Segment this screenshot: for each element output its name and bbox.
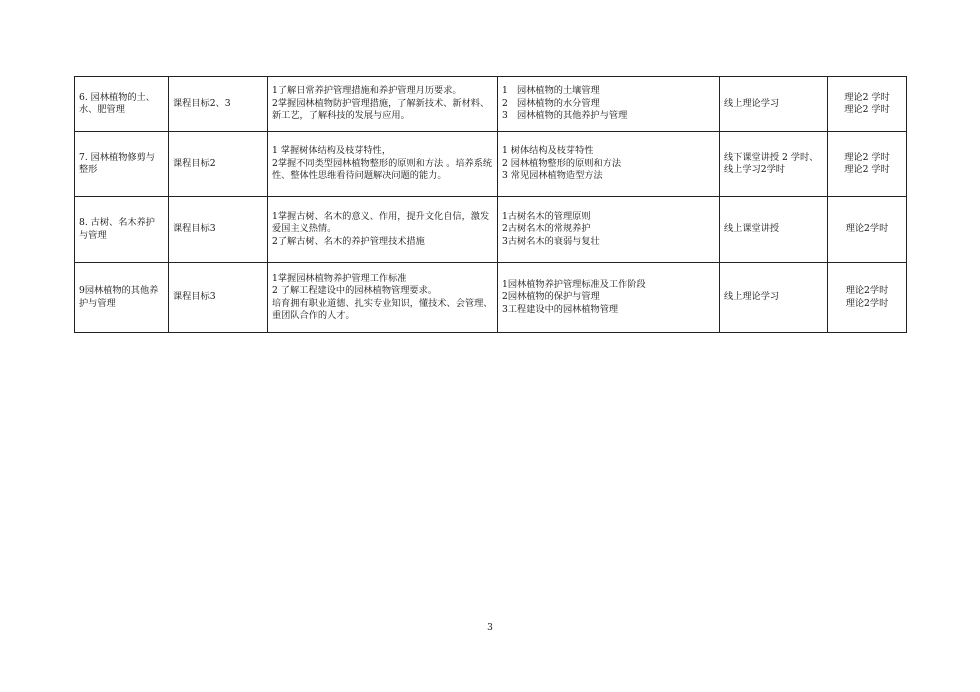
goal-cell: 课程目标3 xyxy=(169,263,268,333)
content-cell xyxy=(498,77,720,132)
requirements-cell xyxy=(268,77,498,132)
method-cell: 线上理论学习 xyxy=(720,263,828,333)
requirement-line: 2掌握园林植物防护管理措施，了解新技术、新材料、新工艺，了解科技的发展与应用。 xyxy=(272,97,490,122)
method-cell: 线上理论学习 xyxy=(720,77,828,132)
content-cell xyxy=(498,263,720,333)
hours-cell xyxy=(828,197,907,263)
requirements-cell xyxy=(268,263,498,333)
hours-line: 理论2 学时 xyxy=(844,151,890,163)
content-line: 3 园林植物的其他养护与管理 xyxy=(502,110,628,122)
topic-cell: 7. 园林植物修剪与整形 xyxy=(75,132,169,197)
requirement-line: 2了解古树、名木的养护管理技术措施 xyxy=(272,235,425,247)
hours-line: 理论2学时 xyxy=(845,223,889,235)
hours-cell xyxy=(828,263,907,333)
content-line: 2 园林植物的水分管理 xyxy=(502,97,600,109)
requirements-cell xyxy=(268,132,498,197)
goal-cell: 课程目标3 xyxy=(169,197,268,263)
requirement-line: 培育拥有职业道德、扎实专业知识，懂技术、会管理、重团队合作的人才。 xyxy=(272,297,493,321)
requirement-line: 2 了解工程建设中的园林植物管理要求。 xyxy=(272,285,437,296)
requirement-line: 2掌握不同类型园林植物整形的原则和方法 。培养系统性、整体性思维看待问题解决问题的能力。 xyxy=(272,157,493,182)
hours-cell xyxy=(828,132,907,197)
goal-cell: 课程目标2、3 xyxy=(169,77,268,132)
content-line: 1 树体结构及枝芽特性 xyxy=(502,145,594,157)
topic-cell: 8. 古树、名木养护与管理 xyxy=(75,197,169,263)
goal-cell: 课程目标2 xyxy=(169,132,268,197)
requirement-line: 1了解日常养护管理措施和养护管理月历要求。 xyxy=(272,85,462,97)
topic-cell: 6. 园林植物的土、水、肥管理 xyxy=(75,77,169,132)
content-line: 2 园林植物整形的原则和方法 xyxy=(502,157,622,169)
table-row xyxy=(75,77,907,132)
method-cell: 线上课堂讲授 xyxy=(720,197,828,263)
content-cell xyxy=(498,132,720,197)
syllabus-table xyxy=(74,76,907,333)
table-row xyxy=(75,197,907,263)
content-line: 1园林植物养护管理标准及工作阶段 xyxy=(502,278,646,290)
hours-line: 理论2 学时 xyxy=(844,91,890,103)
hours-line: 理论2学时 xyxy=(845,297,889,309)
hours-cell xyxy=(828,77,907,132)
content-line: 1古树名木的管理原则 xyxy=(502,210,591,222)
content-line: 1 园林植物的土壤管理 xyxy=(502,85,600,97)
requirements-cell xyxy=(268,197,498,263)
page-number: 3 xyxy=(487,623,493,633)
content-cell xyxy=(498,197,720,263)
hours-line: 理论2学时 xyxy=(845,285,889,296)
table-row xyxy=(75,132,907,197)
method-cell: 线下课堂讲授 2 学时、线上学习2学时 xyxy=(720,132,828,197)
requirement-line: 1 掌握树体结构及枝芽特性， xyxy=(272,145,392,157)
topic-cell: 9园林植物的其他养护与管理 xyxy=(75,263,169,333)
hours-line: 理论2 学时 xyxy=(844,104,890,115)
table-row xyxy=(75,263,907,333)
requirement-line: 1掌握古树、名木的意义、作用，提升文化自信，激发爱国主义热情。 xyxy=(272,210,490,235)
content-line: 3 常见园林植物造型方法 xyxy=(502,170,603,182)
content-line: 2园林植物的保护与管理 xyxy=(502,291,600,303)
content-line: 3古树名木的衰弱与复壮 xyxy=(502,235,600,247)
content-line: 2古树名木的常规养护 xyxy=(502,223,591,235)
content-line: 3工程建设中的园林植物管理 xyxy=(502,303,619,315)
requirement-line: 1掌握园林植物养护管理工作标准 xyxy=(272,272,407,284)
hours-line: 理论2 学时 xyxy=(844,164,890,175)
